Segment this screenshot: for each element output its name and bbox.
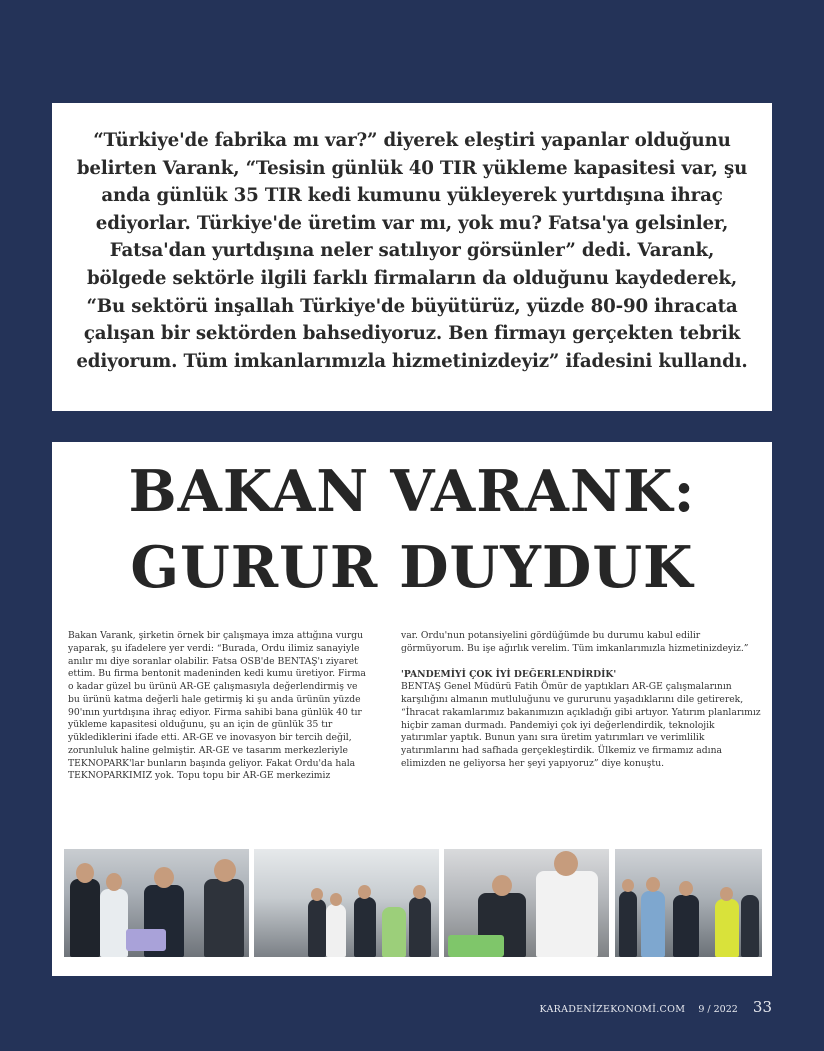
page-number: 33 [752, 998, 772, 1016]
page-footer [539, 997, 772, 1016]
photo-2 [254, 849, 439, 957]
article-column-right [401, 630, 761, 771]
right-column-continuation: var. Ordu'nun potansiyelini gördüğümde bu durumu kabul edilir görmüyorum. Bu işe ağırlık verelim. Tüm imkanlarımızla hizmetinizdeyiz.” [401, 630, 749, 654]
quote-box [52, 103, 772, 411]
footer-site: KARADENİZEKONOMİ.COM [539, 1004, 686, 1015]
photo-strip [64, 849, 762, 957]
article-headline [52, 454, 772, 606]
footer-issue: 9 / 2022 [698, 1004, 738, 1015]
pull-quote: “Türkiye'de fabrika mı var?” diyerek eleştiri yapanlar olduğunu belirten Varank, “Tesisin günlük 40 TIR yükleme kapasitesi var, şu anda günlük 35 TIR kedi kumunu yükleyerek yurtdışına ihraç ediyorlar. Türkiye'de üretim var mı, yok mu? Fatsa'ya gelsinler, Fatsa'dan yurtdışına neler satılıyor görsünler” dedi. Varank, bölgede sektörle ilgili farklı firmaların da olduğunu kaydederek, “Bu sektörü inşallah Türkiye'de büyütürüz, yüzde 80-90 ihracata çalışan bir sektörden bahsediyoruz. Ben firmayı gerçekten tebrik ediyorum. Tüm imkanlarımızla hizmetinizdeyiz” ifadesini kullandı. [76, 130, 748, 372]
photo-4 [615, 849, 762, 957]
article-subheading: 'PANDEMİYİ ÇOK İYİ DEĞERLENDİRDİK' [401, 668, 617, 680]
article-panel [52, 442, 772, 976]
right-column-body: BENTAŞ Genel Müdürü Fatih Ömür de yaptıkları AR-GE çalışmalarının karşılığını almanın mutluluğunu ve gururunu yaşadıklarını dile getirerek, “İhracat rakamlarımız bakanımızın açıkladığı gibi artıyor. Yatırım planlarımız hiçbir zaman durmadı. Pandemiyi çok iyi değerlendirdik, teknolojik yatırımlar yaptık. Bunun yanı sıra üretim yatırımları ve verimlilik yatırımlarını had safhada gerçekleştirdik. Ülkemiz ve firmamız adına elimizden ne geliyorsa her şeyi yapıyoruz” diye konuştu. [401, 681, 761, 769]
headline-line-2: GURUR DUYDUK [130, 534, 694, 601]
headline-line-1: BAKAN VARANK: [128, 458, 696, 525]
photo-1 [64, 849, 249, 957]
left-column-text: Bakan Varank, şirketin örnek bir çalışmaya imza attığına vurgu yaparak, şu ifadelere yer verdi: “Burada, Ordu ilimiz sanayiyle anılır mı diye soranlar olabilir. Fatsa OSB'de BENTAŞ'ı ziyaret ettim. Bu firma bentonit madeninden kedi kumu üretiyor. Firma o kadar güzel bu ürünü AR-GE çalışmasıyla değerlendirmiş ve bu ürünü katma değerli hale getirmiş ki şu anda ürünün yüzde 90'ının yurtdışına ihraç ediyor. Firma sahibi bana günlük 40 tır yükleme kapasitesi olduğunu, şu an için de günlük 35 tır yüklediklerini ifade etti. AR-GE ve inovasyon bir tercih değil, zorunluluk haline gelmiştir. AR-GE ve tasarım merkezleriyle TEKNOPARK'lar bunların başında geliyor. Fakat Ordu'da hala TEKNOPARKIMIZ yok. Topu topu bir AR-GE merkezimiz [68, 630, 366, 782]
article-column-left [68, 630, 372, 783]
photo-3 [444, 849, 609, 957]
